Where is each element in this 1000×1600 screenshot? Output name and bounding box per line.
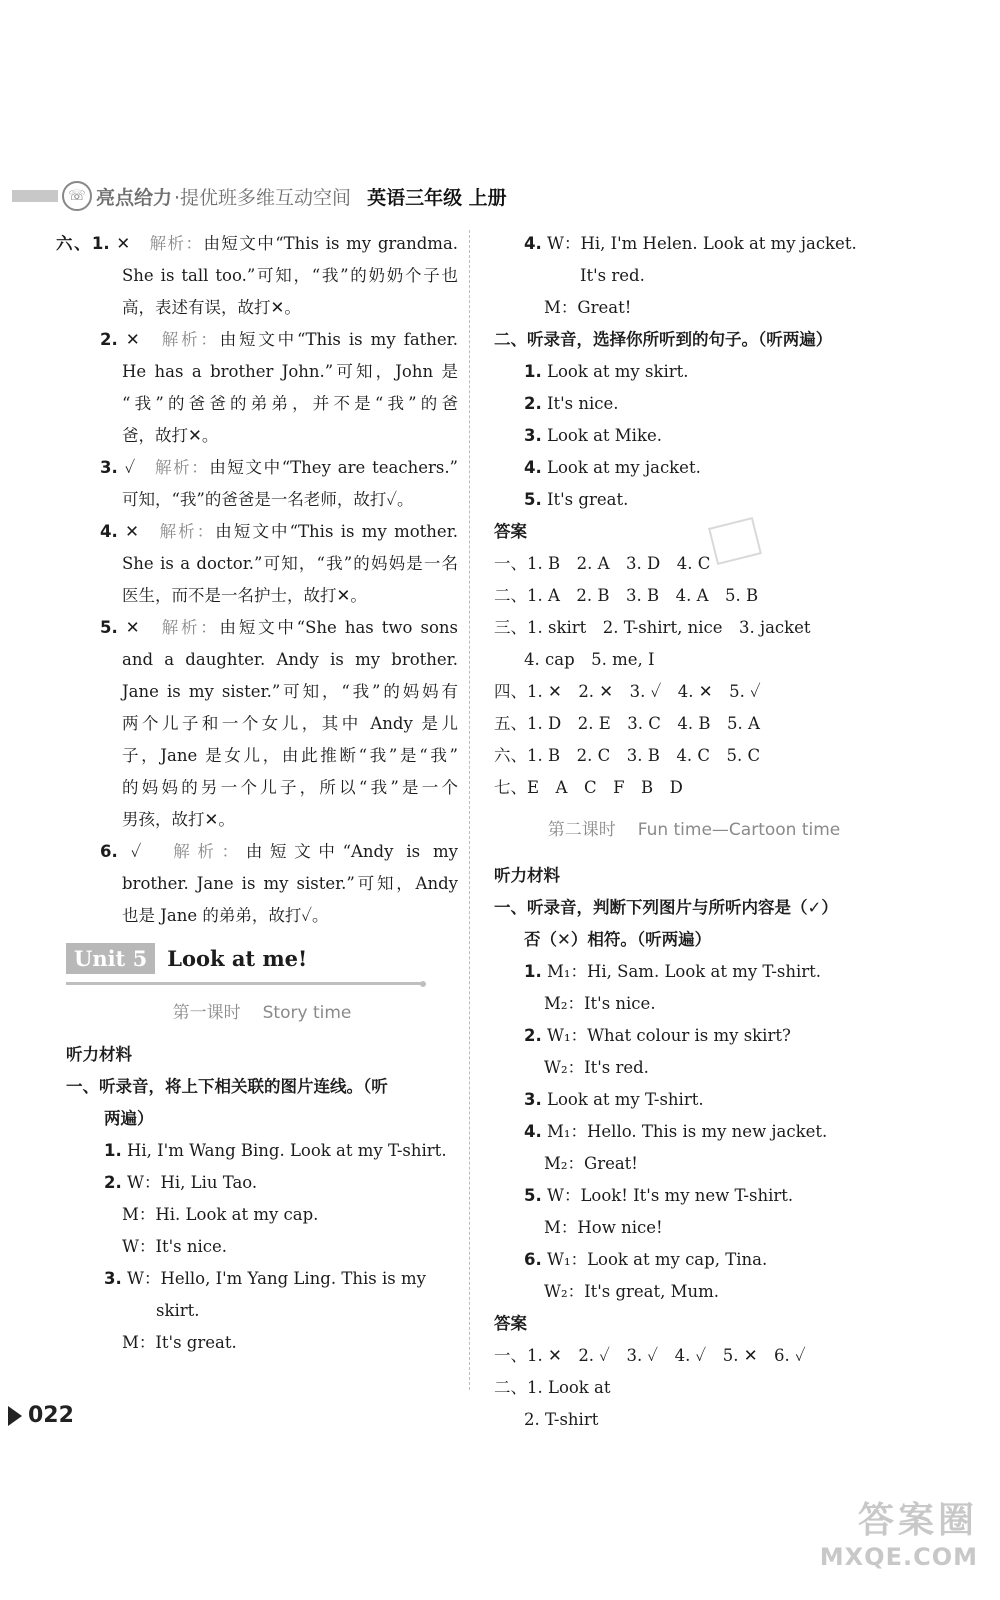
text-line: She is tall too.”可知，“我”的奶奶个子也 [122,266,458,285]
text-line: brother. Jane is my sister.”可知，Andy [122,874,458,893]
dialogue-line: 1. M₁：Hi, Sam. Look at my T-shirt. [524,962,822,981]
sentence-item: 1. Look at my skirt. [524,362,689,381]
dialogue-line: M₂：It's nice. [544,994,656,1013]
dialogue-line: 1. Hi, I'm Wang Bing. Look at my T-shirt. [104,1141,447,1160]
dialogue-line: 3. W：Hello, I'm Yang Ling. This is my [104,1269,426,1288]
dialogue-line: M：Hi. Look at my cap. [122,1205,319,1224]
answers-title: 答案 [494,522,527,541]
answer-line: 二、1. A 2. B 3. B 4. A 5. B [494,586,759,605]
text-line: “我”的爸爸的弟弟，并不是“我”的爸 [122,394,458,413]
sentence-item: 5. It's great. [524,490,629,509]
right-column [494,228,894,1436]
dialogue-line: It's red. [580,266,645,285]
unit-banner [66,934,422,985]
column-divider [469,230,470,1390]
text-line: He has a brother John.”可知，John 是 [122,362,458,381]
text-line: She is a doctor.”可知，“我”的妈妈是一名 [122,554,458,573]
page-number-text: 022 [28,1403,74,1428]
watermark-top: 答案圈 [857,1500,978,1541]
text-line: and a daughter. Andy is my brother. [122,650,458,669]
sentence-item: 4. Look at my jacket. [524,458,701,477]
question-title: 一、听录音，判断下列图片与所听内容是（✓） [494,898,838,917]
text-line: 爸，故打✕。 [122,426,219,445]
text-line: 高，表述有误，故打✕。 [122,298,301,317]
text-line: 可知，“我”的爸爸是一名老师，故打✓。 [122,490,414,509]
answer-line: 二、1. Look at [494,1378,611,1397]
dialogue-line: 4. W：Hi, I'm Helen. Look at my jacket. [524,234,857,253]
question-title-cont: 否（✕）相符。（听两遍） [524,930,712,949]
section-title: 听力材料 [494,866,560,885]
sentence-item: 2. It's nice. [524,394,619,413]
page-arrow-icon [8,1406,22,1426]
question-title: 二、听录音，选择你所听到的句子。（听两遍） [494,330,833,349]
dialogue-line: 4. M₁：Hello. This is my new jacket. [524,1122,828,1141]
text-line: Jane is my sister.”可知，“我”的妈妈有 [122,682,458,701]
answer-line: 四、1. ✕ 2. ✕ 3. ✓ 4. ✕ 5. ✓ [494,682,761,701]
text-line: 子，Jane 是女儿，由此推断“我”是“我” [122,746,458,765]
dialogue-line: skirt. [156,1301,200,1320]
banner-dot [420,981,426,987]
unit-badge: Unit 5 [66,943,155,974]
dialogue-line: W₂：It's red. [544,1058,649,1077]
text-line: 的妈妈的另一个儿子，所以“我”是一个 [122,778,458,797]
answer-item: 六、1. ✕ 解析：由短文中“This is my grandma. [56,234,459,253]
dialogue-line: 3. Look at my T-shirt. [524,1090,704,1109]
unit-title: Look at me! [167,945,308,971]
text-line: 也是 Jane 的弟弟，故打✓。 [122,906,329,925]
lesson-heading: 第二课时 Fun time—Cartoon time [547,820,841,840]
dialogue-line: M：Great! [544,298,632,317]
phone-chat-icon: ☏ [62,181,92,211]
answer-item: 3. ✓ 解析：由短文中“They are teachers.” [100,458,458,477]
answer-item: 5. ✕ 解析：由短文中“She has two sons [100,618,459,637]
question-title: 一、听录音，将上下相关联的图片连线。（听 [66,1077,388,1096]
answer-line: 2. T-shirt [524,1410,599,1429]
dialogue-line: 5. W：Look! It's my new T-shirt. [524,1186,794,1205]
answer-item: 6. ✓ 解析：由短文中“Andy is my [100,842,459,861]
answer-line: 六、1. B 2. C 3. B 4. C 5. C [494,746,761,765]
text-line: 医生，而不是一名护士，故打✕。 [122,586,367,605]
page-number [8,1403,74,1428]
watermark [748,1492,978,1582]
text-line: 两个儿子和一个女儿，其中 Andy 是儿 [122,714,458,733]
answer-line: 五、1. D 2. E 3. C 4. B 5. A [494,714,760,733]
question-title-cont: 两遍） [104,1109,154,1128]
dialogue-line: 6. W₁：Look at my cap, Tina. [524,1250,768,1269]
answer-line: 一、1. ✕ 2. ✓ 3. ✓ 4. ✓ 5. ✕ 6. ✓ [494,1346,806,1365]
dialogue-line: 2. W₁：What colour is my skirt? [524,1026,791,1045]
header-series: ·提优班多维互动空间 [174,186,352,209]
page-header [12,176,652,216]
text-line: 男孩，故打✕。 [122,810,235,829]
sentence-item: 3. Look at Mike. [524,426,662,445]
dialogue-line: M：How nice! [544,1218,663,1237]
dialogue-line: M：It's great. [122,1333,237,1352]
dialogue-line: W₂：It's great, Mum. [544,1282,720,1301]
header-subject: 英语三年级 上册 [367,186,507,209]
answer-line: 一、1. B 2. A 3. D 4. C [494,554,711,573]
answer-line: 三、1. skirt 2. T-shirt, nice 3. jacket [494,618,811,637]
dialogue-line: W：It's nice. [122,1237,228,1256]
left-column [56,228,459,1359]
dialogue-line: M₂：Great! [544,1154,638,1173]
dialogue-line: 2. W：Hi, Liu Tao. [104,1173,258,1192]
section-title: 听力材料 [66,1045,132,1064]
watermark-bottom: MXQE.COM [819,1543,978,1571]
answer-line: 4. cap 5. me, I [524,650,655,669]
answer-item: 4. ✕ 解析：由短文中“This is my mother. [100,522,459,541]
answers-title: 答案 [494,1314,527,1333]
answer-item: 2. ✕ 解析：由短文中“This is my father. [100,330,458,349]
answer-line: 七、E A C F B D [494,778,683,797]
header-decor-bar [12,190,58,202]
header-brand: 亮点给力 [96,186,173,209]
lesson-heading: 第一课时 Story time [172,1003,352,1023]
